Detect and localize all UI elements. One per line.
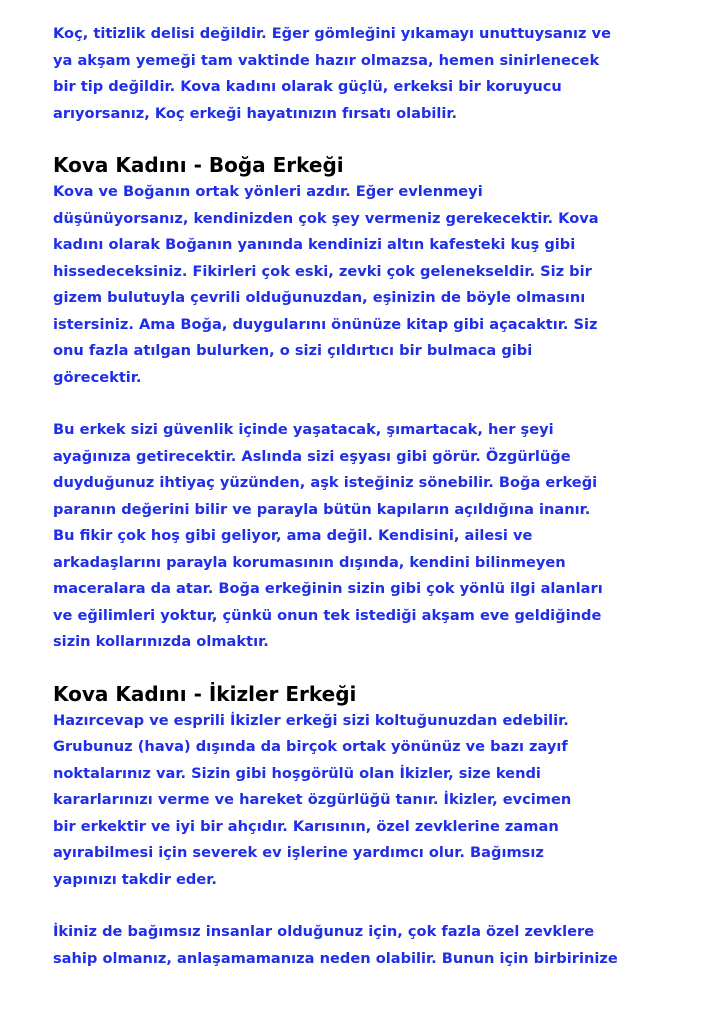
text-line: Hazırcevap ve esprili İkizler erkeği sizi koltuğunuzdan edebilir. [53,711,569,729]
paragraph-ikizler-intro [53,708,703,894]
text-line: duyduğunuz ihtiyaç yüzünden, aşk isteğiniz sönebilir. Boğa erkeği [53,474,598,491]
text-line: istersiniz. Ama Boğa, duygularını önünüze kitap gibi açacaktır. Siz [53,315,598,333]
text-line: gizem bulutuyla çevrili olduğunuzdan, eşinizin de böyle olmasını [53,289,586,306]
text-line: hissedeceksiniz. Fikirleri çok eski, zevki çok gelenekseldir. Siz bir [53,262,592,280]
text-line: Grubunuz (hava) dışında da birçok ortak yönünüz ve bazı zayıf [53,738,568,755]
text-line: görecektir. [53,368,142,386]
text-line: arıyorsanız, Koç erkeği hayatınızın fırsatı olabilir. [53,104,458,122]
text-line: bir tip değildir. Kova kadını olarak güçlü, erkeksi bir koruyucu [53,78,562,95]
text-line: sahip olmanız, anlaşamamanıza neden olabilir. Bunun için birbirinize [53,949,618,967]
section-heading-boga: Kova Kadını - Boğa Erkeği [53,153,344,177]
text-line: bir erkektir ve iyi bir ahçıdır. Karısının, özel zevklerine zaman [53,817,559,835]
paragraph-boga-intro [53,179,703,391]
text-line: ayağınıza getirecektir. Aslında sizi eşyası gibi görür. Özgürlüğe [53,447,571,465]
text-line: noktalarınız var. Sizin gibi hoşgörülü olan İkizler, size kendi [53,764,541,782]
text-line: arkadaşlarını parayla korumasının dışında, kendini bilinmeyen [53,553,566,571]
text-line: maceralara da atar. Boğa erkeğinin sizin gibi çok yönlü ilgi alanları [53,580,603,597]
document-page [53,0,703,972]
text-line: sizin kollarınızda olmaktır. [53,633,269,650]
text-line: ayırabilmesi için severek ev işlerine yardımcı olur. Bağımsız [53,844,544,861]
text-line: yapınızı takdir eder. [53,870,217,888]
text-line: onu fazla atılgan bulurken, o sizi çıldırtıcı bir bulmaca gibi [53,342,533,359]
text-line: kadını olarak Boğanın yanında kendinizi altın kafesteki kuş gibi [53,236,576,253]
paragraph-ikizler-details [53,919,703,972]
text-line: paranın değerini bilir ve parayla bütün kapıların açıldığına inanır. [53,500,591,518]
text-line: Bu fikir çok hoş gibi geliyor, ama değil. Kendisini, ailesi ve [53,527,533,544]
text-line: Bu erkek sizi güvenlik içinde yaşatacak, şımartacak, her şeyi [53,421,554,438]
paragraph-boga-details [53,417,703,656]
paragraph-koc [53,21,703,127]
text-line: ya akşam yemeği tam vaktinde hazır olmazsa, hemen sinirlenecek [53,51,600,69]
text-line: Kova ve Boğanın ortak yönleri azdır. Eğer evlenmeyi [53,183,483,200]
text-line: ve eğilimleri yoktur, çünkü onun tek istediği akşam eve geldiğinde [53,606,602,624]
section-heading-ikizler: Kova Kadını - İkizler Erkeği [53,681,357,706]
text-line: düşünüyorsanız, kendinizden çok şey vermeniz gerekecektir. Kova [53,209,599,227]
text-line: kararlarınızı verme ve hareket özgürlüğü tanır. İkizler, evcimen [53,791,572,808]
text-line: Koç, titizlik delisi değildir. Eğer gömleğini yıkamayı unuttuysanız ve [53,25,611,42]
text-line: İkiniz de bağımsız insanlar olduğunuz için, çok fazla özel zevklere [53,923,595,940]
